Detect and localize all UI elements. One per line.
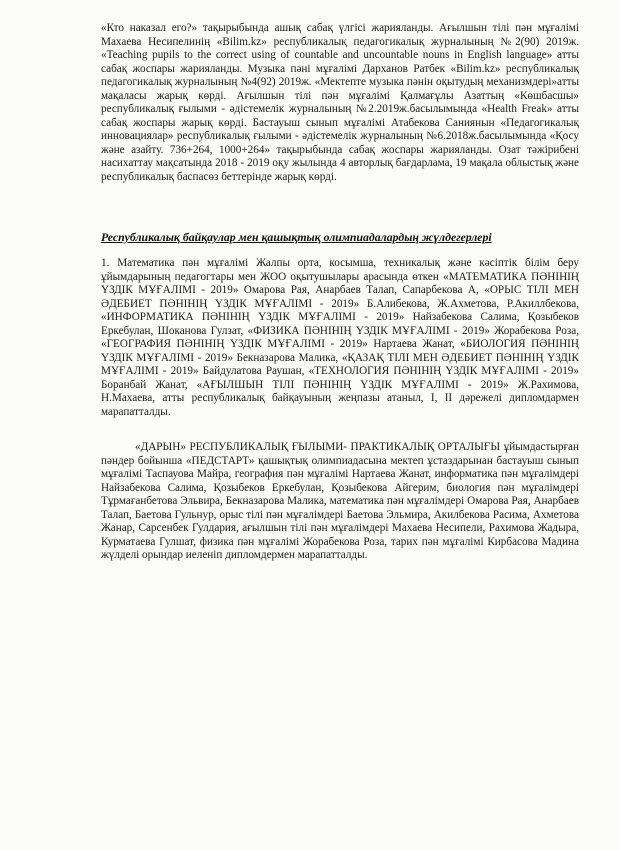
section-heading: Республикалық байқаулар мен қашықтық олимпиадалардың жүлдегерлері xyxy=(101,230,492,244)
paragraph-republic-contest: 1. Математика пән мұғалімі Жалпы орта, косымша, техникалық және кәсіптік білім беру ұйымдарының педагогтары мен ЖОО оқытушылары арасында өткен «МАТЕМАТИКА ПӘНІНІҢ ҮЗДІК МҰҒАЛІМІ - 2019» Омарова Рая, Анарбаев Талап, Сапарбекова А, «ОРЫС ТІЛІ МЕН ӘДЕБИЕТ ПӘНІНІҢ ҮЗДІК МҰҒАЛІМІ - 2019» Б.Алибекова, Ж.Ахметова, Р.Акиллбекова, «ИНФОРМАТИКА ПӘНІНІҢ ҮЗДІК МҰҒАЛІМІ - 2019» Найзабекова Салима, Қозыбеков Еркебулан, Шоканова Гулзат, «ФИЗИКА ПӘНІНІҢ ҮЗДІК МҰҒАЛІМІ - 2019» Жорабекова Роза, «ГЕОГРАФИЯ ПӘНІНІҢ ҮЗДІК МҰҒАЛІМІ - 2019» Нартаева Жанат, «БИОЛОГИЯ ПӘНІНІҢ ҮЗДІК МҰҒАЛІМІ - 2019» Бекназарова Малика, «ҚАЗАҚ ТІЛІ МЕН ӘДЕБИЕТ ПӘНІНІҢ ҮЗДІК МҰҒАЛІМІ - 2019» Байдулатова Раушан, «ТЕХНОЛОГИЯ ПӘНІНІҢ ҮЗДІК МҰҒАЛІМІ - 2019» Боранбай Жанат, «АҒЫЛШЫН ТІЛІ ПӘНІНІҢ ҮЗДІК МҰҒАЛІМІ - 2019» Ж.Рахимова, Н.Махаева, атты республикалық байқауының жеңпазы атаныл, I, II дәрежелі дипломдармен марапатталды. xyxy=(101,257,579,419)
paragraph-publications: «Кто наказал его?» тақырыбында ашық сабақ үлгісі жарияланды. Ағылшын тілі пән мұғалімі Махаева Несипелинің «Bilim.kz» республикалық педагогикалық журналының №2(90) 2019ж. «Teaching pupils to the correct using of countable and uncountable nouns in English language» атты сабақ жоспары жарияланды. Музыка пәні мұғалімі Дарханов Ратбек «Bilim.kz» республикалық педагогикалық журналының №4(92) 2019ж. «Мектепте музыка пәнін оқытудың механизмдері»атты мақаласы жарық көрді. Ағылшын тілі пән мұғалімі Қалмағұлы Азаттың «Көшбасшы» республикалық ғылыми - әдістемелік журналының №2.2019ж.басылымында «Health Freak» атты сабақ жоспары жарық көрді. Бастауыш сынып мұғалімі Атабекова Саниянын «Педагогикалық инновациялар» республикалық ғылыми - әдістемелік журналының №6.2018ж.басылымында «Қосу және азайту. 736+264, 1000+264» тақырыбында сабақ жоспары жарияланды. Озат тәжірибені насихаттау мақсатында 2018 - 2019 оқу жылында 4 авторлық бағдарлама, 19 мақала облыстық және республикалық баспасөз беттерінде жарық көрді. xyxy=(101,22,579,184)
paragraph-olympiad-winners: «ДАРЫН» РЕСПУБЛИКАЛЫҚ ҒЫЛЫМИ- ПРАКТИКАЛЫҚ ОРТАЛЫҒЫ ұйымдастырған пәндер бойынша «ПЕДСТАРТ» қашықтық олимпиадасына мектеп ұстаздарынан бастауыш сынып мұғалімі Таспауова Майра, география пән мұғалімі Нартаева Жанат, информатика пән мұғалімдері Найзабекова Салима, Қозыбеков Еркебулан, Қозыбекова Айгерим, биология пән мұғалімдері Тұрмағанбетова Эльвира, Бекназарова Малика, математика пән мұғалімдері Омарова Рая, Анарбаев Талап, Баетова Гульнур, орыс тілі пән мұғалімдері Баетова Эльмира, Акилбекова Расима, Ахметова Жанар, Сарсенбек Гулдария, ағылшын тілі пән мұғалімдері Махаева Несипели, Рахимова Жадыра, Курматаева Гулшат, физика пән мұғалімі Жорабекова Роза, тарих пән мұғалімі Кирбасова Мадина жүлделі орындар иеленіп дипломдермен марапатталды. xyxy=(101,441,579,562)
